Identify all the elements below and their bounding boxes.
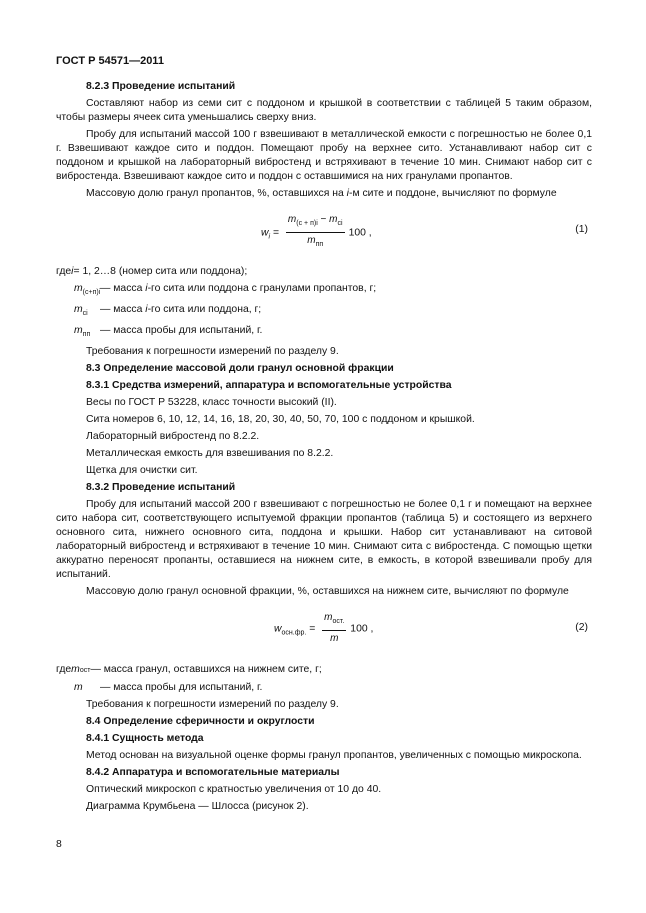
heading-8-4: 8.4 Определение сферичности и округлости <box>86 716 315 728</box>
where-clause: где m ост — масса гранул, оставшихся на нижнем сите, г; <box>56 664 322 676</box>
list-item: Сита номеров 6, 10, 12, 14, 16, 18, 20, 30, 40, 50, 70, 100 с поддоном и крышкой. <box>86 414 475 426</box>
heading-8-3-2: 8.3.2 Проведение испытаний <box>86 482 236 494</box>
list-item: Диаграмма Крумбьена — Шлосса (рисунок 2). <box>86 801 309 813</box>
fraction: $\frac{m_{(c + п)i} - m_{ci}}{m_{пп}}$ <box>287 214 343 248</box>
page-number: 8 <box>56 839 62 850</box>
paragraph: Составляют набор из семи сит с поддоном и крышкой в соответствии с таблицей 5 таким образом, чтобы размеры ячеек сита уменьшались сверху вниз. <box>56 98 592 123</box>
heading-8-4-1: 8.4.1 Сущность метода <box>86 733 204 745</box>
heading-8-3: 8.3 Определение массовой доли гранул основной фракции <box>86 363 394 375</box>
list-item: Лабораторный вибростенд по 8.2.2. <box>86 431 260 443</box>
paragraph: Массовую долю гранул пропантов, %, оставшихся на i-м сите и поддоне, вычисляют по формуле <box>86 188 557 199</box>
requirement-note: Требования к погрешности измерений по разделу 9. <box>86 346 339 358</box>
fraction: $\frac{m_{ост.}}{m}$ <box>324 612 345 645</box>
definition: $m_{(c+п)i}$ — масса i-го сита или поддона с гранулами пропантов, г; <box>74 283 377 297</box>
formula-number: (2) <box>575 622 588 634</box>
paragraph: Массовую долю гранул основной фракции, %, оставшихся на нижнем сите, вычисляют по формуле <box>86 586 569 598</box>
formula-number: (1) <box>575 224 588 235</box>
paragraph: Пробу для испытаний массой 200 г взвешивают с погрешностью не более 0,1 г и помещают на верхнее сито набора сит, соответствующего испытуемой фракции пропантов (таблица 5) и состоящего из верхнего основного сита, нижнего основного сита, поддона и крышки. Набор сит устанавливают на ситовой лабораторный вибростенд и встряхивают в течение 10 мин. Снимают сита с вибростенда. С помощью щетки аккуратно переносят пропанты, оставшиеся на нижнем сите, в емкость, в которой взвешивали пробу для испытаний. <box>56 499 592 581</box>
heading-8-3-1: 8.3.1 Средства измерений, аппаратура и вспомогательные устройства <box>86 380 452 392</box>
definitions-list <box>56 282 592 342</box>
paragraph: Пробу для испытаний массой 100 г взвешивают в металлической емкости с погрешностью не более 0,1 г. Взвешивают каждое сито и поддон. Помещают пробу на верхнее сито. Устанавливают набор сит с поддоном и крышкой на лабораторный вибростенд и встряхивают в течение 10 мин. Снимают набор сит с вибростенда. Взвешивают каждое сито и поддон с оставшимися на них гранулами пропантов. <box>56 129 592 182</box>
document-header: ГОСТ Р 54571—2011 <box>56 55 164 67</box>
list-item: Весы по ГОСТ Р 53228, класс точности высокий (II). <box>86 397 337 409</box>
definition: m — масса пробы для испытаний, г. <box>74 682 263 694</box>
requirement-note: Требования к погрешности измерений по разделу 9. <box>86 699 339 711</box>
where-clause: где i = 1, 2…8 (номер сита или поддона); <box>56 266 248 277</box>
list-item: Оптический микроскоп с кратностью увеличения от 10 до 40. <box>86 784 382 796</box>
formula-2: $w_{осн.фр.}$ = $\frac{m_{ост.}}{m}$ 100 , (2) <box>274 612 588 645</box>
heading-8-4-2: 8.4.2 Аппаратура и вспомогательные материалы <box>86 767 340 779</box>
definition: $m_{ci}$ — масса i-го сита или поддона, г; <box>74 304 262 318</box>
list-item: Металлическая емкость для взвешивания по 8.2.2. <box>86 448 334 460</box>
paragraph: Метод основан на визуальной оценке формы гранул пропантов, увеличенных с помощью микроскопа. <box>86 750 582 762</box>
formula-1: $w_i$ = $\frac{m_{(c + п)i} - m_{ci}}{m_{пп}}$ 100 , (1) <box>56 211 592 251</box>
definition: $m_{пп}$ — масса пробы для испытаний, г. <box>74 325 263 339</box>
list-item: Щетка для очистки сит. <box>86 465 198 477</box>
content <box>56 80 592 817</box>
heading-8-2-3: 8.2.3 Проведение испытаний <box>86 81 236 92</box>
